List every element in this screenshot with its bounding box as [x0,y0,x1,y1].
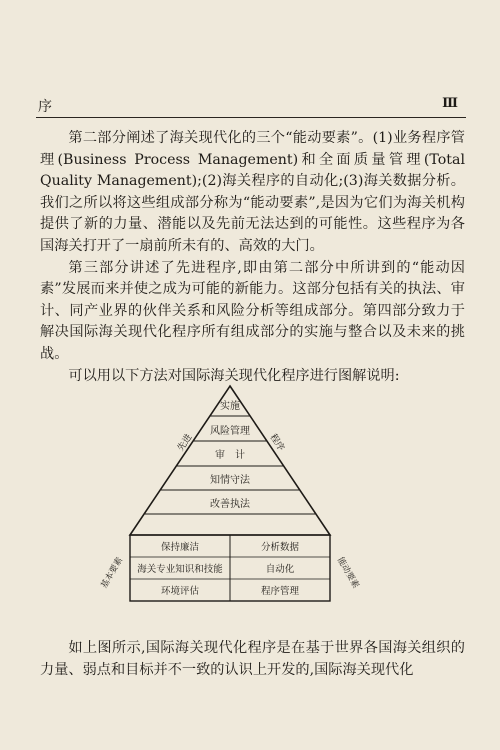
tier-label: 改善执法 [210,499,250,510]
body-text [40,128,465,387]
tier-label: 实施 [220,401,240,412]
base-cell: 分析数据 [260,542,300,553]
base-cell: 程序管理 [260,586,300,597]
pyramid-svg [100,378,400,628]
paragraph-diagram-intro: 可以用以下方法对国际海关现代化程序进行图解说明: [68,367,400,384]
tier-label: 知情守法 [210,475,250,486]
base-cell: 海关专业知识和技能 [137,564,223,575]
tier-label: 审 计 [215,450,245,461]
pyramid-right-label: 程序 [267,432,286,454]
pyramid-diagram [100,378,400,628]
paragraph-part-three: 第三部分讲述了先进程序,即由第二部分中所讲到的“能动因素”发展而来并使之成为可能的新能力。这部分包括有关的执法、审计、同产业界的伙伴关系和风险分析等组成部分。第四部分致力于解决国际海关现代化程序所有组成部分的实施与整合以及未来的挑战。 [40,259,465,362]
header-rule [36,117,466,118]
paragraph-part-two: 第二部分阐述了海关现代化的三个“能动要素”。(1)业务程序管理(Business Process Management)和全面质量管理(Total Quality Management);(2)海关程序的自动化;(3)海关数据分析。我们之所以将这些组成部分称为“能动要素”,是因为它们为海关机构提供了新的力量、潜能以及先前无法达到的可能性。这些程序为各国海关打开了一扇前所未有的、高效的大门。 [40,130,465,254]
page-number: Ⅲ [442,96,458,111]
base-right-label: 能动要素 [334,555,361,591]
base-cell: 保持廉洁 [160,542,200,553]
tier-label: 风险管理 [210,426,250,437]
pyramid-left-label: 先进 [176,432,195,454]
base-cell: 环境评估 [160,586,200,597]
footer-text [40,638,465,681]
paragraph-after-diagram: 如上图所示,国际海关现代化程序是在基于世界各国海关组织的力量、弱点和目标并不一致的认识上开发的,国际海关现代化 [40,640,465,678]
running-header-title: 序 [38,99,52,115]
base-cell: 自动化 [265,564,295,575]
base-left-label: 基本要素 [100,555,126,591]
